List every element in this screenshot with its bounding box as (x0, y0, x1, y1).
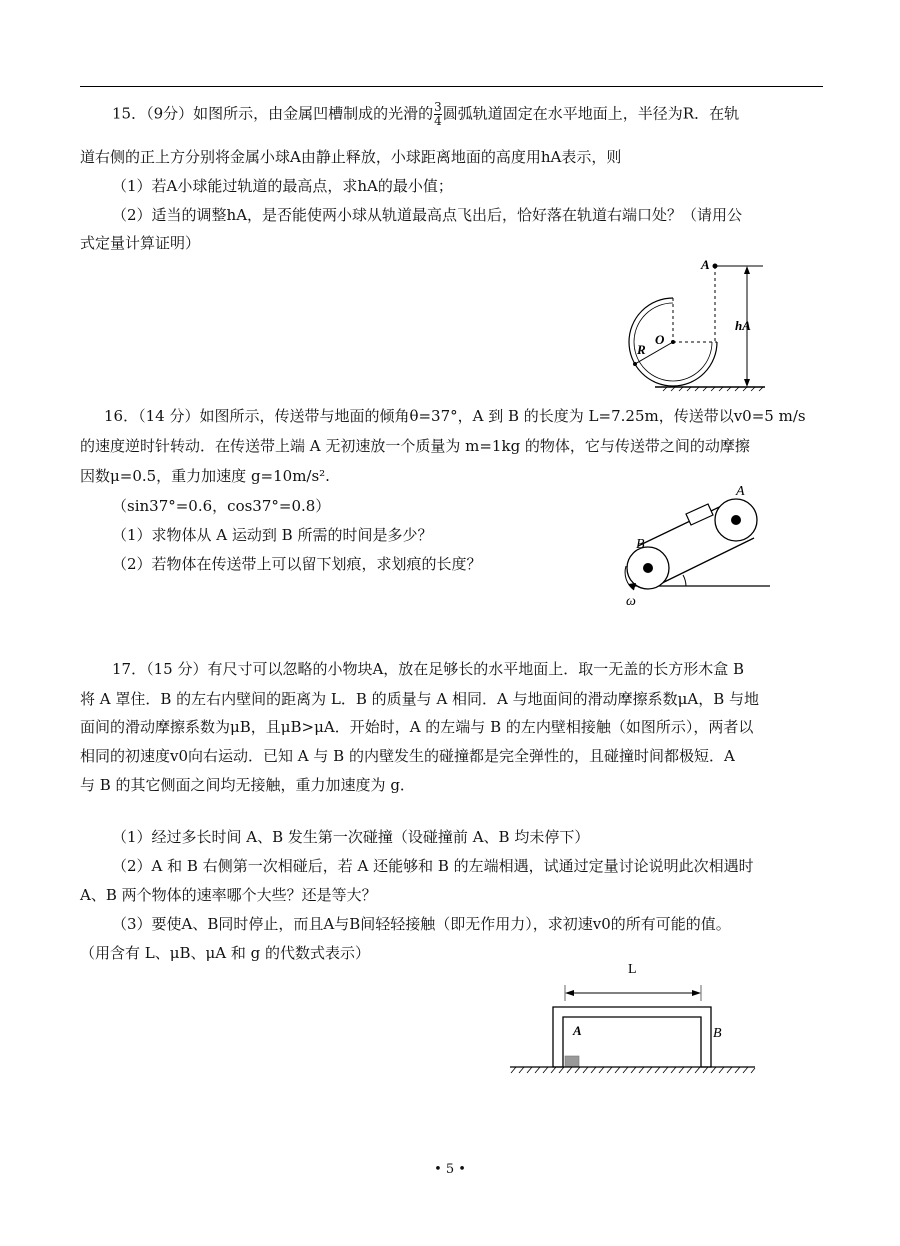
label-o: O (655, 332, 665, 347)
label-a: A (736, 484, 745, 499)
dimension-arrow-left (565, 990, 574, 996)
arc-end-point (633, 362, 637, 366)
q16-line-6: （2）若物体在传送带上可以留下划痕，求划痕的长度？ (112, 555, 482, 573)
dimension-arrow-right (692, 990, 701, 996)
q15-line-1-pre: 15．（9分）如图所示，由金属凹槽制成的光滑的 (112, 104, 434, 123)
label-b: B (713, 1026, 722, 1041)
height-arrow-down (744, 379, 750, 387)
fraction-numerator: 3 (434, 100, 442, 114)
q15-line-5: 式定量计算证明） (80, 234, 201, 252)
label-l: L (628, 962, 637, 977)
fraction-denominator: 4 (434, 114, 442, 128)
page-number: • 5 • (434, 1162, 466, 1177)
block-a (565, 1056, 579, 1067)
q17-box-figure (505, 955, 765, 1080)
q17-line-3: 面间的滑动摩擦系数为μB，且μB>μA．开始时，A 的左端与 B 的左内壁相接触（如图所示），两者以 (80, 718, 754, 736)
wheel-b-axle (643, 563, 653, 573)
q17-line-4: 相同的初速度v0向右运动．已知 A 与 B 的内壁发生的碰撞都是完全弹性的，且碰撞时间都极短．A (80, 747, 735, 765)
q15-line-3: （1）若A小球能过轨道的最高点，求hA的最小值； (112, 177, 453, 195)
q17-line-2: 将 A 罩住．B 的左右内壁间的距离为 L．B 的质量与 A 相同．A 与地面间的滑动摩擦系数μA，B 与地 (80, 690, 760, 708)
q16-line-1: 16．（14 分）如图所示，传送带与地面的倾角θ=37°，A 到 B 的长度为 L=7.25m，传送带以v0=5 m/s (104, 407, 806, 425)
q17-line-10: （用含有 L、μB、μA 和 g 的代数式表示） (80, 944, 370, 962)
q16-line-3: 因数μ=0.5，重力加速度 g=10m/s². (80, 467, 330, 485)
wheel-a-axle (731, 515, 741, 525)
label-b: B (636, 537, 645, 552)
label-ha: hA (735, 318, 751, 333)
q16-line-5: （1）求物体从 A 运动到 B 所需的时间是多少？ (112, 526, 433, 544)
q17-line-5: 与 B 的其它侧面之间均无接触，重力加速度为 g． (80, 776, 415, 794)
q17-line-1: 17．（15 分）有尺寸可以忽略的小物块A，放在足够长的水平地面上．取一无盖的长方形木盒 B (112, 660, 745, 678)
angle-arc (683, 575, 686, 586)
q17-line-9: （3）要使A、B同时停止，而且A与B间轻轻接触（即无作用力），求初速v0的所有可能的值。 (112, 915, 731, 933)
q16-conveyor-figure (610, 478, 780, 610)
height-arrow-up (744, 266, 750, 274)
q17-line-8: A、B 两个物体的速率哪个大些？还是等大？ (80, 886, 377, 904)
header-rule (80, 86, 823, 87)
block (686, 504, 713, 525)
q15-line-1 (112, 101, 739, 128)
q15-fraction (434, 101, 442, 128)
q15-track-figure (615, 250, 775, 400)
q17-line-7: （2）A 和 B 右侧第一次相碰后，若 A 还能够和 B 的左端相遇，试通过定量讨论说明此次相遇时 (112, 857, 754, 875)
center-point (671, 340, 675, 344)
belt-bottom (656, 538, 754, 586)
q15-line-2: 道右侧的正上方分别将金属小球A由静止释放，小球距离地面的高度用hA表示，则 (80, 148, 622, 166)
label-r: R (637, 342, 646, 357)
q15-line-4: （2）适当的调整hA，是否能使两小球从轨道最高点飞出后，恰好落在轨道右端口处？（请用公 (112, 206, 743, 224)
label-a: A (701, 257, 710, 272)
ground-hatch (511, 1067, 755, 1073)
q15-line-1-post: 圆弧轨道固定在水平地面上，半径为R．在轨 (442, 104, 740, 123)
q16-line-4: （sin37°=0.6，cos37°=0.8） (112, 497, 331, 515)
label-a: A (573, 1023, 582, 1038)
q17-line-6: （1）经过多长时间 A、B 发生第一次碰撞（设碰撞前 A、B 均未停下） (112, 828, 590, 846)
q16-line-2: 的速度逆时针转动．在传送带上端 A 无初速放一个质量为 m=1kg 的物体，它与传送带之间的动摩擦 (80, 437, 750, 455)
label-omega: ω (626, 594, 636, 609)
